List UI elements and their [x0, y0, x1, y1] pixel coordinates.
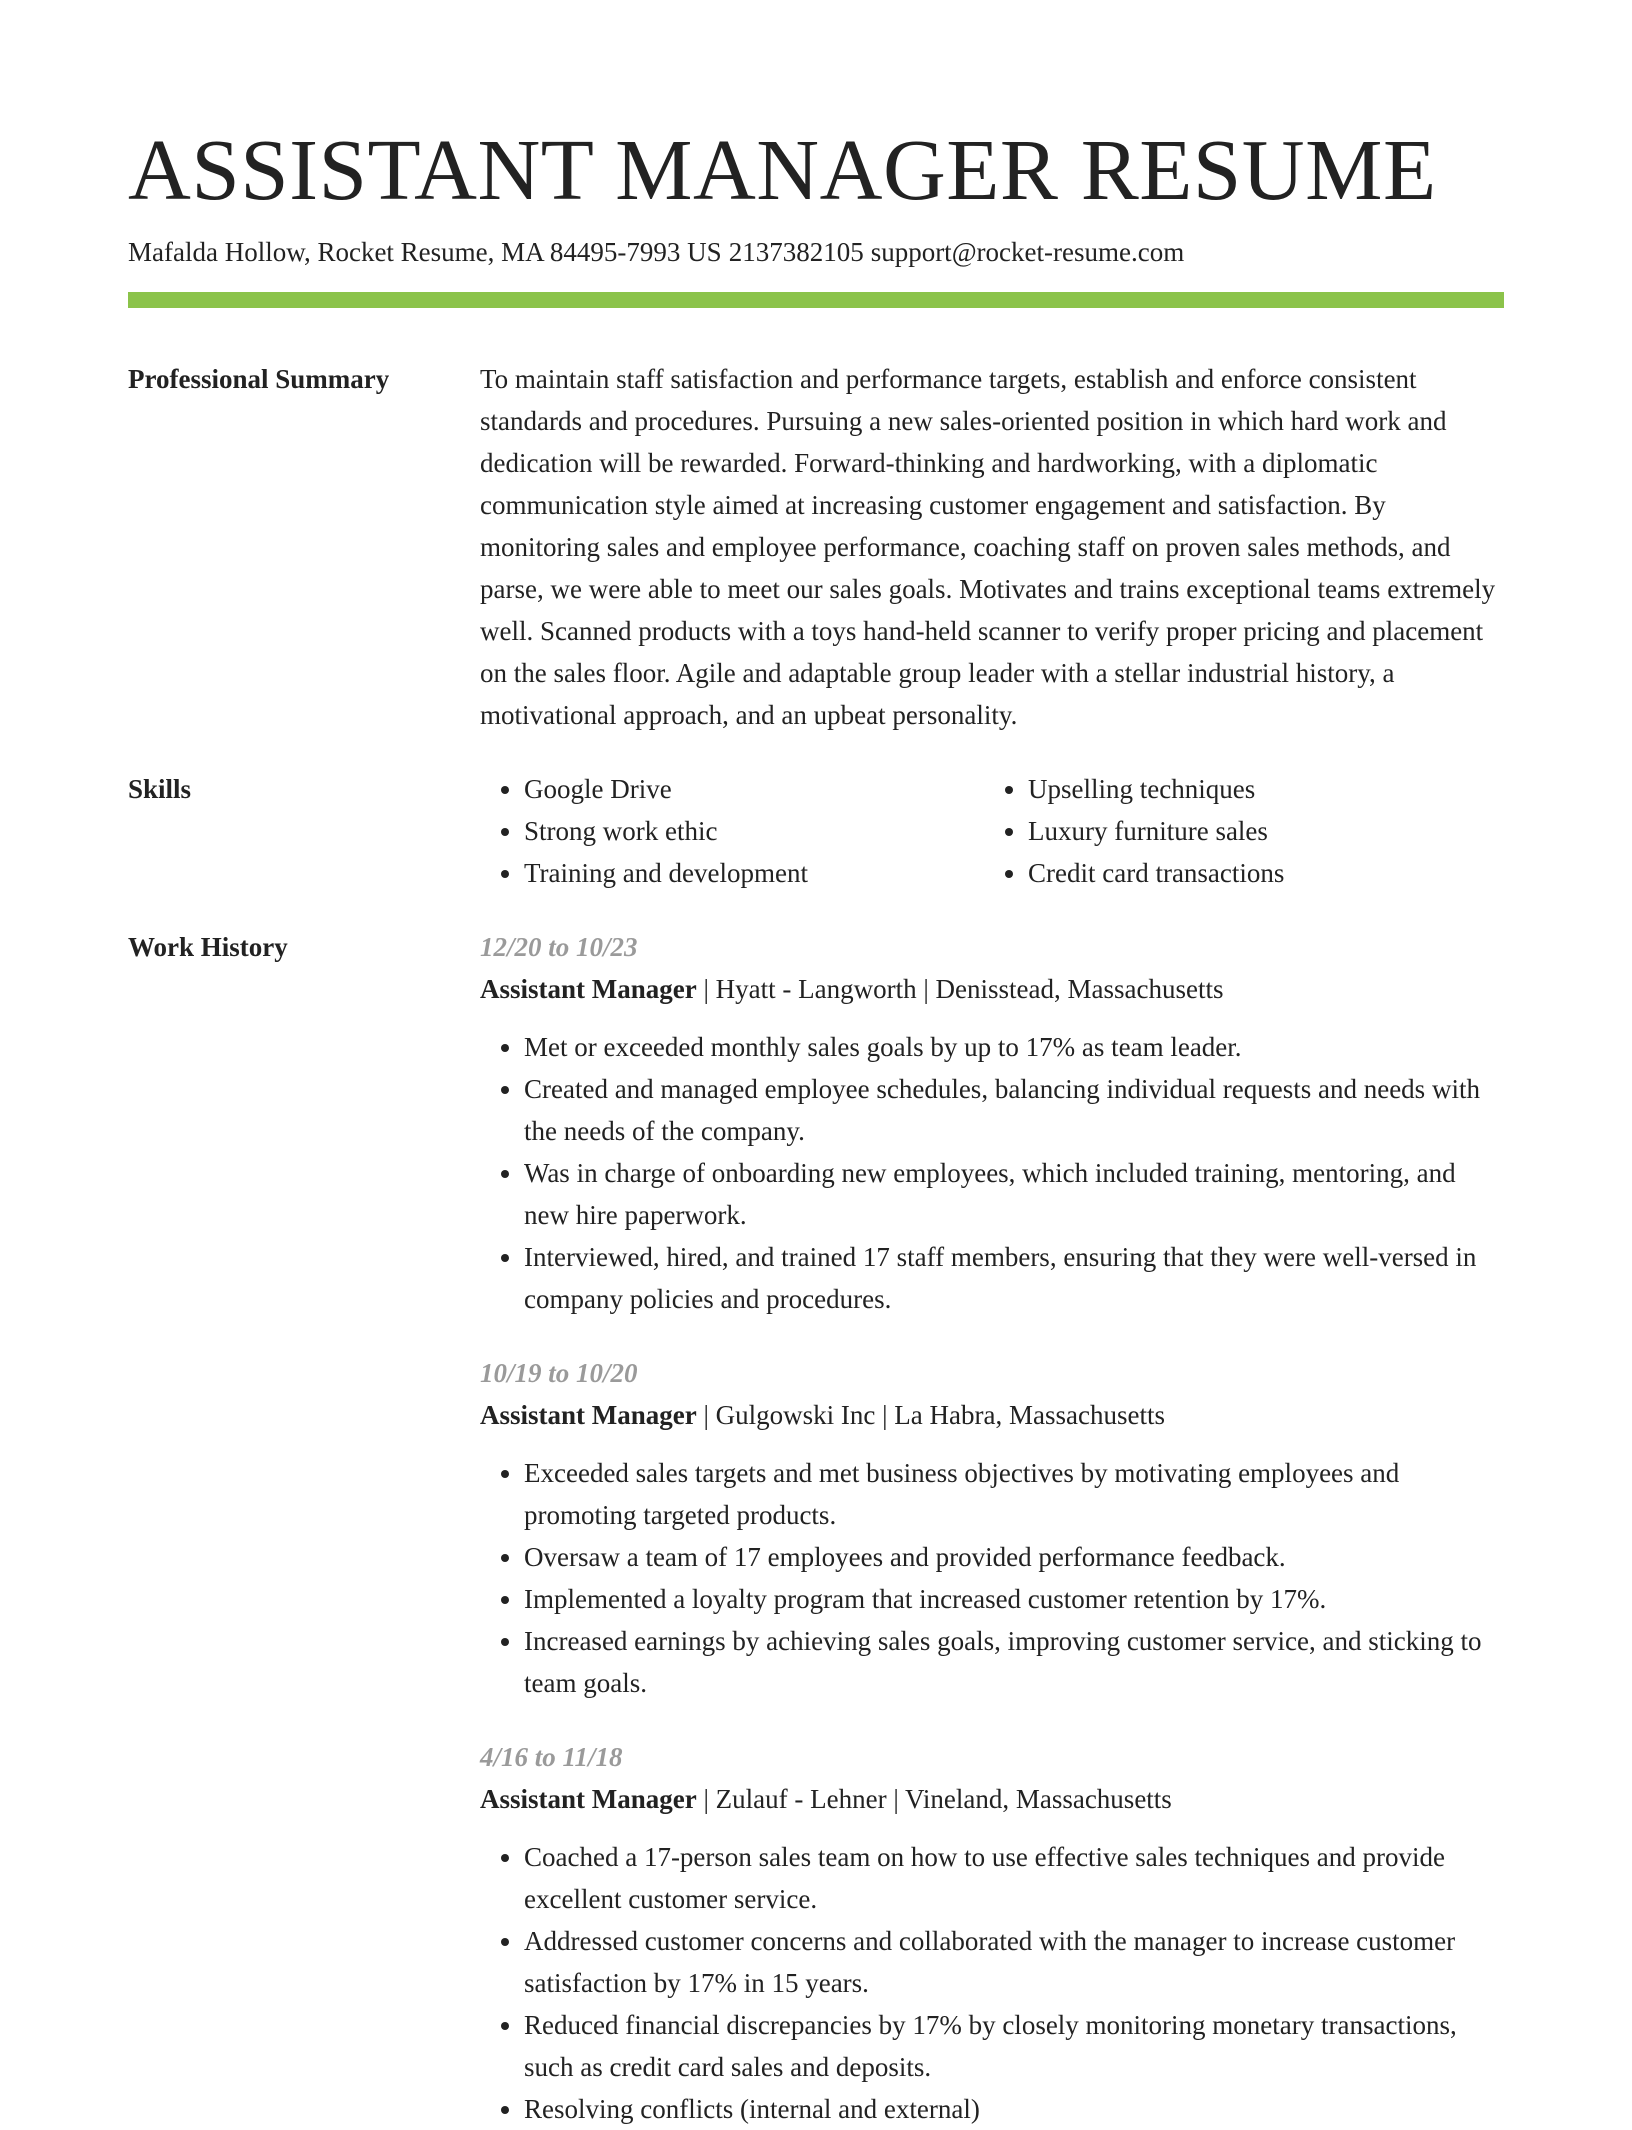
resume-page	[128, 0, 1504, 2130]
job-bullet: • Reduced financial discrepancies by 17% by closely monitoring monetary transactions, such as credit card sales and deposits.	[524, 2004, 1504, 2088]
work-history-list	[480, 926, 1504, 2130]
job-title: Assistant Manager	[480, 974, 697, 1004]
skill-item: • Strong work ethic	[524, 810, 984, 852]
header-divider	[128, 292, 1504, 308]
job-bullet: • Coached a 17-person sales team on how to use effective sales techniques and provide excellent customer service.	[524, 1836, 1504, 1920]
job-entry	[480, 1736, 1504, 2130]
job-company-location: | Hyatt - Langworth | Denisstead, Massachusetts	[696, 974, 1224, 1004]
job-bullets	[480, 1026, 1504, 1320]
job-bullet: • Was in charge of onboarding new employees, which included training, mentoring, and new hire paperwork.	[524, 1152, 1504, 1236]
skill-item: • Luxury furniture sales	[1028, 810, 1504, 852]
job-bullet: • Increased earnings by achieving sales goals, improving customer service, and sticking to team goals.	[524, 1620, 1504, 1704]
summary-text: To maintain staff satisfaction and performance targets, establish and enforce consistent standards and procedures. Pursuing a new sales-oriented position in which hard work and dedication will be rewarded. Forward-thinking and hardworking, with a diplomatic communication style aimed at increasing customer engagement and satisfaction. By monitoring sales and employee performance, coaching staff on proven sales methods, and parse, we were able to meet our sales goals. Motivates and trains exceptional teams extremely well. Scanned products with a toys hand-held scanner to verify proper pricing and placement on the sales floor. Agile and adaptable group leader with a stellar industrial history, a motivational approach, and an upbeat personality.	[480, 364, 1496, 730]
job-title: Assistant Manager	[480, 1784, 697, 1814]
contact-email: support@rocket-resume.com	[870, 237, 1185, 267]
skill-item: • Credit card transactions	[1028, 852, 1504, 894]
skills-section	[128, 768, 1504, 894]
resume-title: ASSISTANT MANAGER RESUME	[128, 121, 1437, 218]
skill-item: • Upselling techniques	[1028, 768, 1504, 810]
job-company-location: | Zulauf - Lehner | Vineland, Massachusetts	[696, 1784, 1172, 1814]
summary-heading: Professional Summary	[128, 364, 390, 394]
job-entry	[480, 926, 1504, 1320]
skill-item: • Training and development	[524, 852, 984, 894]
job-bullet: • Created and managed employee schedules, balancing individual requests and needs with the needs of the company.	[524, 1068, 1504, 1152]
work-history-heading: Work History	[128, 932, 288, 962]
job-bullet: • Resolving conflicts (internal and external)	[524, 2088, 1504, 2130]
skills-list	[480, 768, 1504, 894]
job-heading	[480, 968, 1504, 1010]
job-dates: 10/19 to 10/20	[480, 1358, 638, 1388]
contact-line	[128, 234, 1504, 270]
job-dates: 4/16 to 11/18	[480, 1742, 623, 1772]
summary-section	[128, 358, 1504, 736]
contact-phone: 2137382105	[728, 237, 864, 267]
job-bullets	[480, 1836, 1504, 2130]
job-entry	[480, 1352, 1504, 1704]
job-bullet: • Interviewed, hired, and trained 17 staff members, ensuring that they were well-versed in company policies and procedures.	[524, 1236, 1504, 1320]
contact-address: Mafalda Hollow, Rocket Resume, MA 84495-7993 US	[128, 237, 722, 267]
skill-item: • Google Drive	[524, 768, 984, 810]
job-dates: 12/20 to 10/23	[480, 932, 638, 962]
job-bullet: • Oversaw a team of 17 employees and provided performance feedback.	[524, 1536, 1504, 1578]
job-heading	[480, 1778, 1504, 1820]
job-bullet: • Met or exceeded monthly sales goals by up to 17% as team leader.	[524, 1026, 1504, 1068]
job-bullet: • Exceeded sales targets and met business objectives by motivating employees and promoting targeted products.	[524, 1452, 1504, 1536]
job-company-location: | Gulgowski Inc | La Habra, Massachusetts	[696, 1400, 1165, 1430]
job-heading	[480, 1394, 1504, 1436]
skills-heading: Skills	[128, 774, 192, 804]
job-title: Assistant Manager	[480, 1400, 697, 1430]
work-history-section	[128, 926, 1504, 2130]
skills-column-2	[984, 768, 1504, 894]
job-bullet: • Addressed customer concerns and collaborated with the manager to increase customer satisfaction by 17% in 15 years.	[524, 1920, 1504, 2004]
job-bullets	[480, 1452, 1504, 1704]
skills-column-1	[480, 768, 984, 894]
job-bullet: • Implemented a loyalty program that increased customer retention by 17%.	[524, 1578, 1504, 1620]
